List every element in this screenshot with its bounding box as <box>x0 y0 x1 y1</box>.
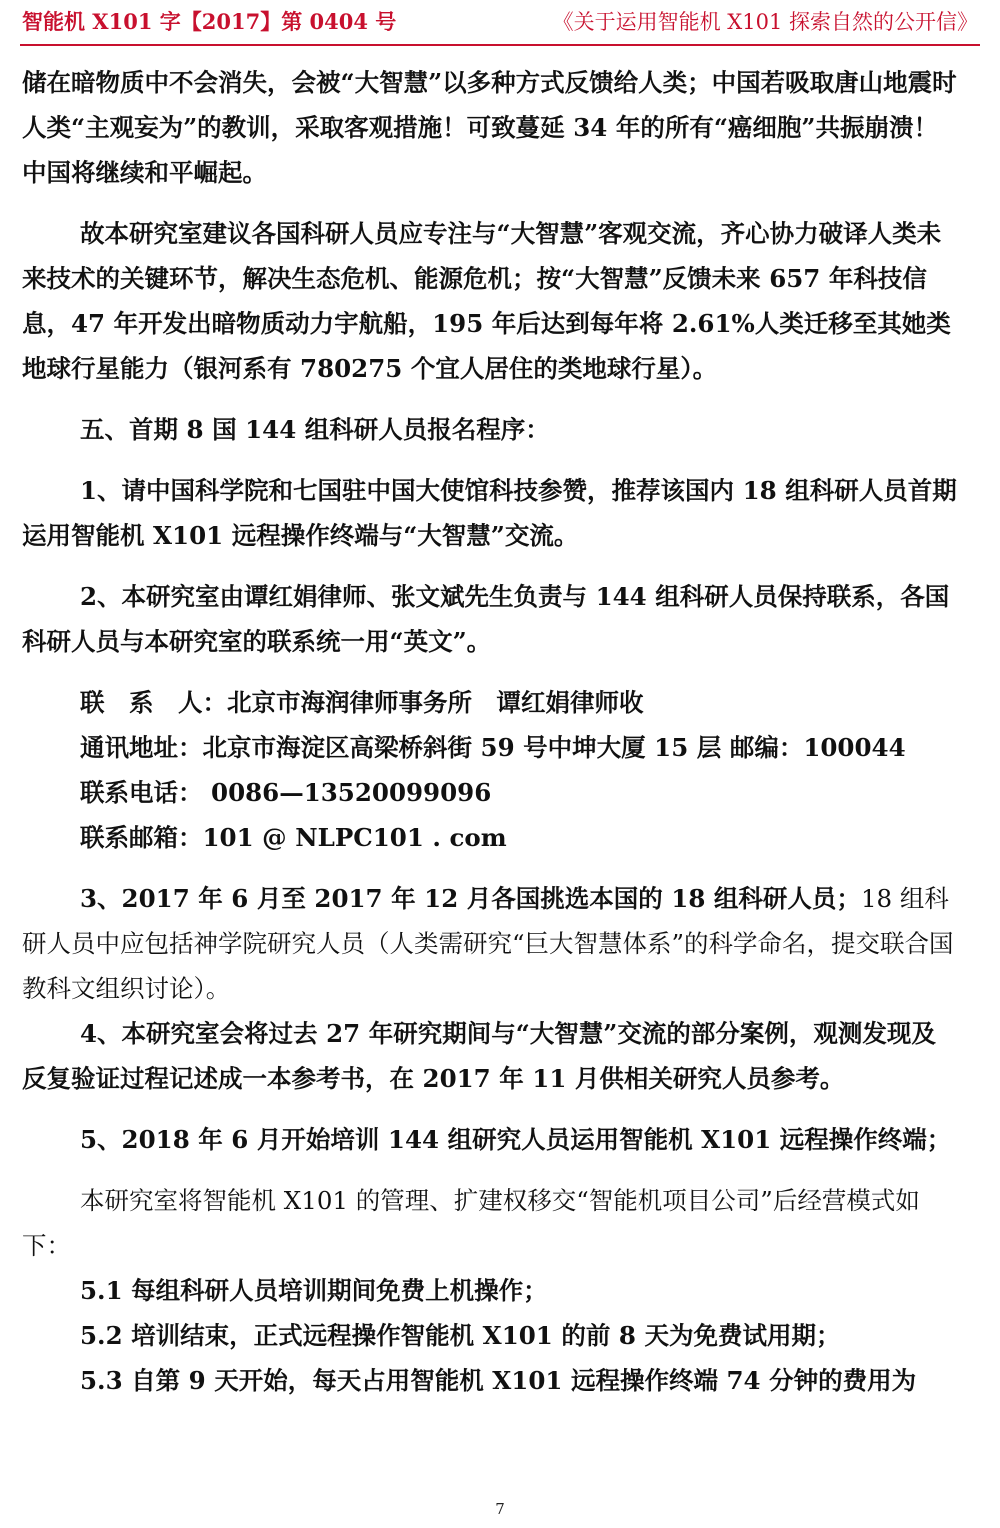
document-body <box>22 60 957 1403</box>
contact-person-label: 联 系 人： <box>80 688 227 717</box>
contact-address-value: 北京市海淀区高梁桥斜街 59 号中坤大厦 15 层 邮编：100044 <box>202 733 906 762</box>
list-item-4: 4、本研究室会将过去 27 年研究期间与“大智慧”交流的部分案例，观测发现及反复验证过程记述成一本参考书，在 2017 年 11 月供相关研究人员参考。 <box>22 1019 936 1093</box>
contact-person-value: 北京市海润律师事务所 谭红娟律师收 <box>227 688 644 717</box>
document-number: 智能机 X101 字【2017】第 0404 号 <box>22 9 397 34</box>
contact-phone <box>22 770 957 815</box>
contact-email-label: 联系邮箱： <box>80 823 203 852</box>
list-item-2: 2、本研究室由谭红娟律师、张文斌先生负责与 144 组科研人员保持联系，各国科研人员与本研究室的联系统一用“英文”。 <box>22 582 950 656</box>
list-item-3-rest: 18 组科研人员中应包括神学院研究人员（人类需研究“巨大智慧体系”的科学命名，提交联合国教科文组织讨论）。 <box>22 884 954 1003</box>
contact-address <box>22 725 957 770</box>
contact-email-value: 101 @ NLPC101 . com <box>202 823 507 852</box>
contact-block <box>22 680 957 860</box>
contact-person <box>22 680 957 725</box>
paragraph-continuation: 储在暗物质中不会消失，会被“大智慧”以多种方式反馈给人类；中国若吸取唐山地震时人类“主观妄为”的教训，采取客观措施！可致蔓延 34 年的所有“癌细胞”共振崩溃！中国将继续和平崛起。 <box>22 68 957 187</box>
contact-email <box>22 815 957 860</box>
list-item-1: 1、请中国科学院和七国驻中国大使馆科技参赞，推荐该国内 18 组科研人员首期运用智能机 X101 远程操作终端与“大智慧”交流。 <box>22 476 957 550</box>
section-heading-5: 五、首期 8 国 144 组科研人员报名程序： <box>80 415 550 444</box>
list-item-5-3: 5.3 自第 9 天开始，每天占用智能机 X101 远程操作终端 74 分钟的费用为 <box>80 1366 917 1395</box>
contact-phone-label: 联系电话： <box>80 778 203 807</box>
page-number: 7 <box>495 1500 505 1518</box>
page-header <box>20 6 980 38</box>
list-item-3 <box>22 876 957 1011</box>
list-item-5: 5、2018 年 6 月开始培训 144 组研究人员运用智能机 X101 远程操作终端； <box>80 1125 952 1154</box>
document-title: 《关于运用智能机 X101 探索自然的公开信》 <box>552 10 978 34</box>
list-item-5-2: 5.2 培训结束，正式远程操作智能机 X101 的前 8 天为免费试用期； <box>80 1321 841 1350</box>
header-divider <box>20 44 980 46</box>
list-item-3-lead: 3、2017 年 6 月至 2017 年 12 月各国挑选本国的 18 组科研人员； <box>80 884 861 913</box>
contact-address-label: 通讯地址： <box>80 733 203 762</box>
contact-phone-value: 0086—13520099096 <box>202 778 492 807</box>
paragraph-operating-mode: 本研究室将智能机 X101 的管理、扩建权移交“智能机项目公司”后经营模式如下： <box>22 1186 920 1260</box>
paragraph-recommendation: 故本研究室建议各国科研人员应专注与“大智慧”客观交流，齐心协力破译人类未来技术的关键环节，解决生态危机、能源危机；按“大智慧”反馈未来 657 年科技信息，47 年开发出暗物质动力宇航船，195 年后达到每年将 2.61%人类迁移至其她类地球行星能力（银河系有 780275 个宜人居住的类地球行星）。 <box>22 219 951 383</box>
list-item-5-1: 5.1 每组科研人员培训期间免费上机操作； <box>80 1276 548 1305</box>
